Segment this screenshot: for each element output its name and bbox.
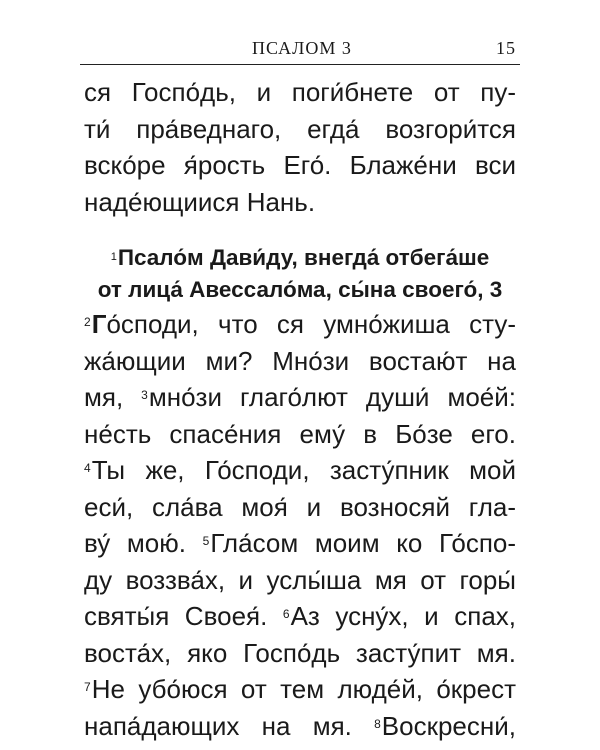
text-line xyxy=(84,562,516,599)
text-segment: мно́зи глаго́лют души́ мое́й: xyxy=(148,382,516,412)
verse-number: 6 xyxy=(282,607,290,621)
text-line: ся Госпо́дь, и поги́бнете от пу- xyxy=(84,77,516,107)
text-segment: Ты же, Го́споди, засту́пник мой xyxy=(91,455,516,485)
page-number: 15 xyxy=(496,38,516,58)
verse-number: 5 xyxy=(202,534,210,548)
initial-letter: Г xyxy=(91,309,107,339)
text-line xyxy=(84,489,516,526)
text-segment: ду воззва́х, и услы́ша мя от горы́ xyxy=(84,564,516,595)
running-title: ПСАЛОМ 3 xyxy=(252,38,352,58)
running-header xyxy=(84,36,516,62)
text-segment: о́споди, что ся умно́жиша сту- xyxy=(106,309,516,339)
verse-number: 7 xyxy=(84,680,91,694)
text-line: вско́ре я́рость Его́. Блаже́ни вси xyxy=(84,150,516,180)
text-line: наде́ющиися Нань. xyxy=(84,186,316,217)
text-segment: напа́дающих на мя. xyxy=(84,710,375,741)
text-line xyxy=(84,343,516,380)
text-segment: жа́ющии ми? Мно́зи востаю́т на xyxy=(84,345,516,376)
text-line xyxy=(84,525,516,562)
text-segment: мя, xyxy=(84,382,142,412)
text-line xyxy=(84,452,516,489)
text-line xyxy=(84,671,516,708)
text-segment: Воскресни́, xyxy=(381,710,516,741)
heading-line xyxy=(84,242,516,274)
text-line xyxy=(84,416,516,453)
heading-text: Псало́м Дави́ду, внегда́ отбега́ше xyxy=(117,245,490,270)
verse-number: 4 xyxy=(84,461,91,475)
header-rule xyxy=(80,64,520,65)
text-line xyxy=(84,598,516,635)
text-segment: не́сть спасе́ния ему́ в Бо́зе его. xyxy=(84,418,516,449)
text-segment: Аз усну́х, и спах, xyxy=(290,601,517,631)
text-line xyxy=(84,306,516,343)
text-segment: святы́я Своея́. xyxy=(84,601,283,631)
text-segment: Гла́сом моим ко Го́спо- xyxy=(210,528,517,558)
text-line xyxy=(84,708,516,745)
verse-number: 8 xyxy=(374,716,381,731)
psalm-heading xyxy=(84,242,516,306)
text-segment: ву́ мою́. xyxy=(84,528,203,558)
text-line: ти́ пра́веднаго, егда́ возгори́тся xyxy=(84,113,516,144)
heading-line: от лица́ Авессало́ма, сы́на своего́, 3 xyxy=(97,277,503,302)
psalm-text xyxy=(84,306,516,744)
text-segment: воста́х, яко Госпо́дь засту́пит мя. xyxy=(84,637,516,668)
verse-number: 2 xyxy=(84,315,91,329)
text-line xyxy=(84,635,516,672)
verse-number: 1 xyxy=(110,251,117,263)
previous-psalm-ending xyxy=(84,74,516,220)
text-segment: Не убо́юся от тем люде́й, о́крест xyxy=(91,674,516,704)
text-segment: еси́, сла́ва моя́ и возносяй гла- xyxy=(84,491,516,522)
verse-number: 3 xyxy=(141,388,148,402)
text-line xyxy=(84,379,516,416)
